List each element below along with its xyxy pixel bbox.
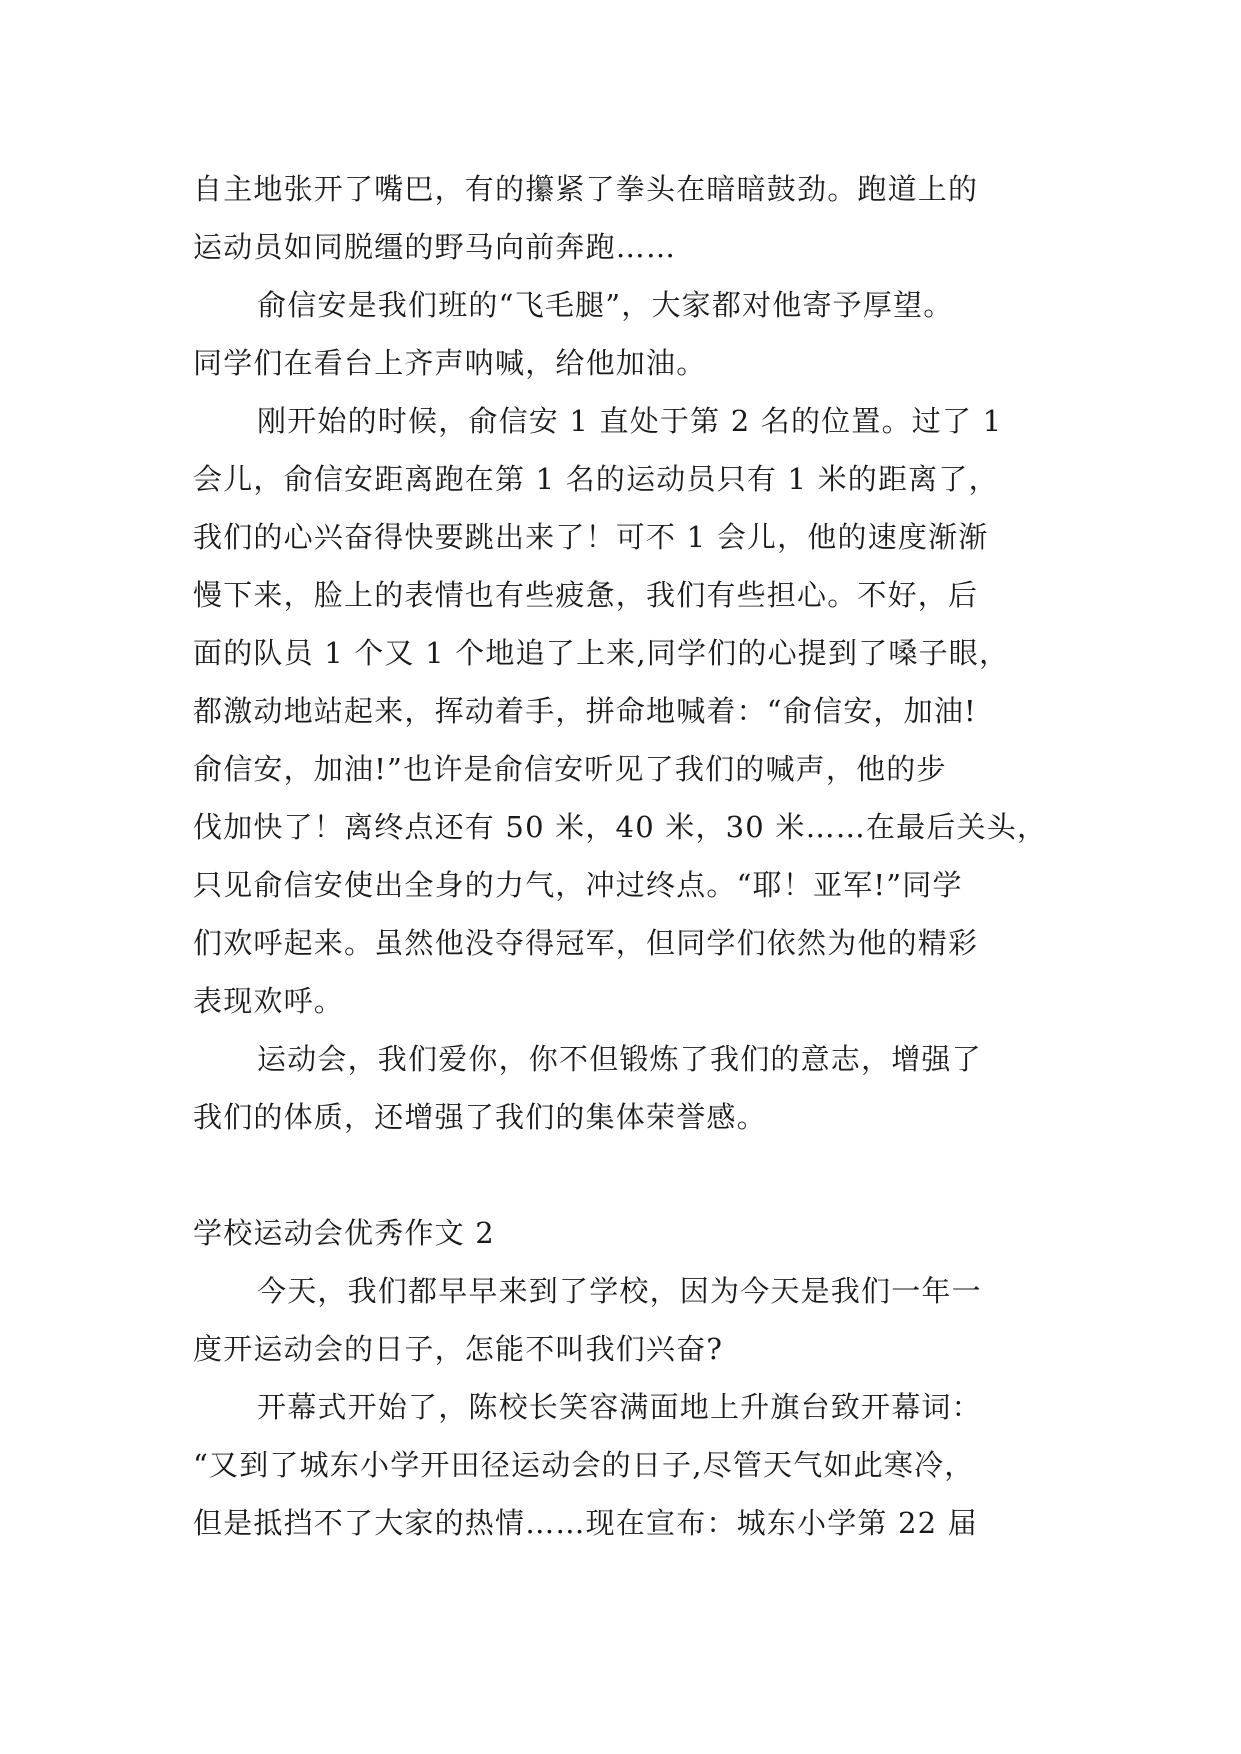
text-line: 但是抵挡不了大家的热情……现在宣布：城东小学第 22 届 xyxy=(193,1506,978,1540)
section-gap xyxy=(193,1146,1053,1204)
paragraph-start-line: 运动会，我们爱你，你不但锻炼了我们的意志，增强了 xyxy=(257,1042,982,1076)
text-line: “又到了城东小学开田径运动会的日子,尽管天气如此寒冷， xyxy=(193,1448,975,1482)
section-heading: 学校运动会优秀作文 2 xyxy=(193,1216,495,1250)
text-line: 面的队员 1 个又 1 个地追了上来,同学们的心提到了嗓子眼， xyxy=(193,636,1010,670)
text-line: 我们的体质，还增强了我们的集体荣誉感。 xyxy=(193,1100,767,1134)
paragraph-start-line: 刚开始的时候，俞信安 1 直处于第 2 名的位置。过了 1 xyxy=(257,404,1003,438)
paragraph-start-line: 俞信安是我们班的“飞毛腿”，大家都对他寄予厚望。 xyxy=(257,288,954,322)
text-line: 俞信安，加油!”也许是俞信安听见了我们的喊声，他的步 xyxy=(193,752,947,786)
text-line: 度开运动会的日子，怎能不叫我们兴奋? xyxy=(193,1332,724,1366)
text-line: 慢下来，脸上的表情也有些疲惫，我们有些担心。不好，后 xyxy=(193,578,979,612)
text-line: 会儿，俞信安距离跑在第 1 名的运动员只有 1 米的距离了， xyxy=(193,462,999,496)
text-line: 都激动地站起来，挥动着手，拼命地喊着：“俞信安，加油! xyxy=(193,694,977,728)
text-line: 运动员如同脱缰的野马向前奔跑…… xyxy=(193,230,677,264)
text-line: 只见俞信安使出全身的力气，冲过终点。“耶！亚军!”同学 xyxy=(193,868,963,902)
text-line: 表现欢呼。 xyxy=(193,984,345,1018)
text-line: 伐加快了！离终点还有 50 米，40 米，30 米……在最后关头， xyxy=(193,810,1048,844)
text-line: 我们的心兴奋得快要跳出来了！可不 1 会儿，他的速度渐渐 xyxy=(193,520,989,554)
text-line: 自主地张开了嘴巴，有的攥紧了拳头在暗暗鼓劲。跑道上的 xyxy=(193,172,979,206)
paragraph-start-line: 今天，我们都早早来到了学校，因为今天是我们一年一 xyxy=(257,1274,982,1308)
document-body xyxy=(193,160,1053,1552)
text-line: 们欢呼起来。虽然他没夺得冠军，但同学们依然为他的精彩 xyxy=(193,926,979,960)
text-line: 同学们在看台上齐声呐喊，给他加油。 xyxy=(193,346,707,380)
paragraph-start-line: 开幕式开始了，陈校长笑容满面地上升旗台致开幕词： xyxy=(257,1390,982,1424)
